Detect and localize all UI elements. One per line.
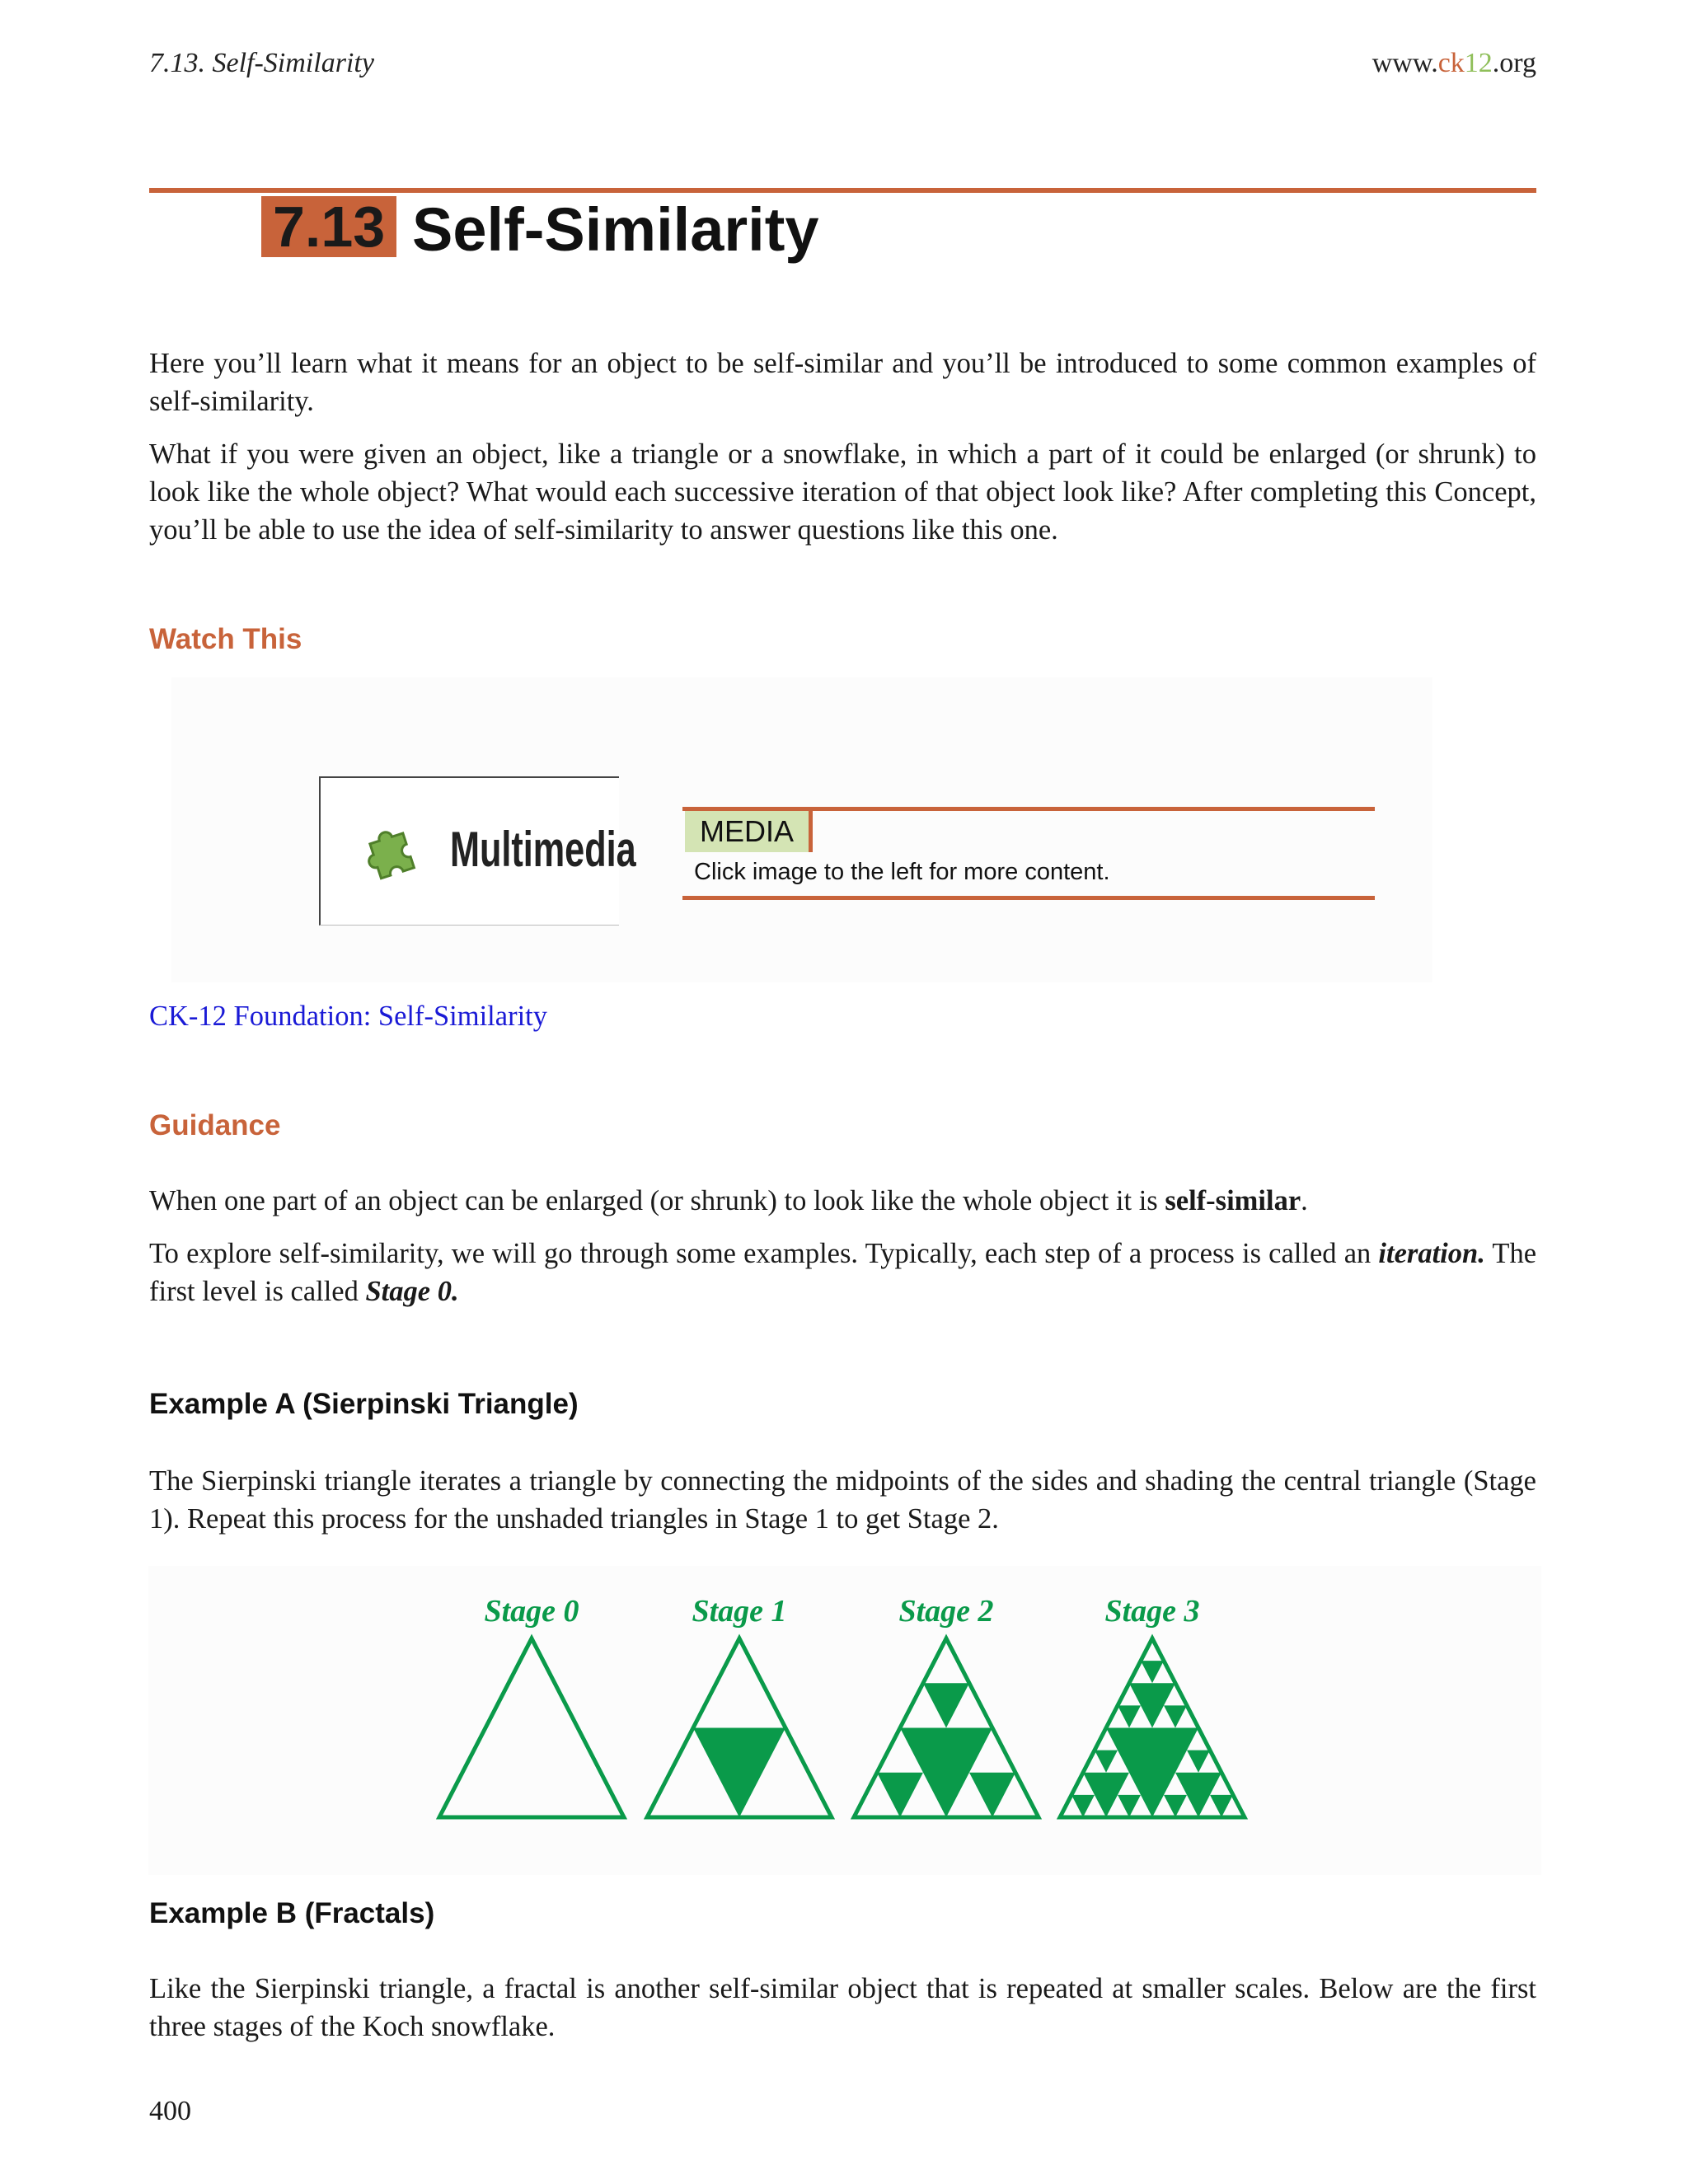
stage-2-triangle	[854, 1638, 1039, 1817]
term-self-similar: self-similar	[1165, 1185, 1301, 1216]
sierpinski-figure	[148, 1566, 1541, 1875]
shaded-triangle	[1210, 1795, 1233, 1817]
video-link[interactable]: CK-12 Foundation: Self-Similarity	[149, 1001, 547, 1032]
intro-paragraph-2: What if you were given an object, like a triangle or a snowflake, in which a part of it could be enlarged (or shrunk) to look like the whole object? What would each successive iteration of that object look like? After completing this Concept, you’ll be able to use the idea of self-similarity to answer questions like this one.	[149, 438, 1536, 546]
guidance-paragraph-2	[149, 1235, 1536, 1310]
guidance-p2-mid: The first level is called	[149, 1238, 1537, 1307]
example-a-heading: Example A (Sierpinski Triangle)	[149, 1388, 579, 1420]
shaded-triangle	[693, 1728, 785, 1818]
shaded-triangle	[1164, 1795, 1187, 1817]
shaded-triangle	[1071, 1795, 1095, 1817]
multimedia-thumbnail[interactable]	[319, 776, 636, 926]
shaded-triangle	[969, 1773, 1015, 1817]
shaded-triangle	[1141, 1661, 1164, 1683]
page-number: 400	[149, 2096, 191, 2126]
shaded-triangle	[1095, 1750, 1118, 1773]
stage-0-label: Stage 0	[484, 1594, 579, 1629]
chapter-number: 7.13	[261, 196, 396, 257]
outline-triangle	[439, 1638, 624, 1817]
watch-this-heading: Watch This	[149, 623, 302, 655]
media-note: Click image to the left for more content.	[694, 859, 1110, 885]
running-header-title: 7.13. Self-Similarity	[149, 48, 374, 78]
guidance-p1-end: .	[1301, 1185, 1308, 1216]
chapter-rule	[149, 188, 1536, 193]
chapter-title: Self-Similarity	[412, 195, 819, 264]
example-b-text: Like the Sierpinski triangle, a fractal is another self-similar object that is repeated at smaller scales. Below are the first three stages of the Koch snowflake.	[149, 1973, 1536, 2042]
sierpinski-stages-svg	[148, 1566, 1541, 1875]
shaded-triangle	[877, 1773, 923, 1817]
shaded-triangle	[923, 1683, 969, 1727]
guidance-paragraph-1	[149, 1182, 1536, 1220]
term-stage-0: Stage 0.	[365, 1276, 459, 1307]
guidance-heading: Guidance	[149, 1109, 281, 1141]
running-header-site[interactable]	[1372, 48, 1536, 79]
stage-1-triangle	[647, 1638, 832, 1817]
guidance-p2-text: To explore self-similarity, we will go through some examples. Typically, each step of a process is called an	[149, 1238, 1379, 1269]
term-iteration: iteration.	[1378, 1238, 1485, 1269]
site-12: 12	[1464, 48, 1493, 78]
shaded-triangle	[1187, 1750, 1210, 1773]
multimedia-label: Multimedia	[450, 822, 636, 877]
media-tag: MEDIA	[685, 811, 813, 852]
media-rule-bottom	[682, 896, 1375, 900]
shaded-triangle	[1118, 1795, 1141, 1817]
shaded-triangle	[1118, 1705, 1141, 1727]
shaded-triangle	[1164, 1705, 1187, 1727]
example-a-text: The Sierpinski triangle iterates a triangle by connecting the midpoints of the sides and shading the central triangle (Stage 1). Repeat this process for the unshaded triangles in Stage 1 to get Stage 2.	[149, 1465, 1536, 1535]
stage-3-label: Stage 3	[1104, 1594, 1200, 1629]
stage-1-label: Stage 1	[692, 1594, 787, 1629]
stage-2-label: Stage 2	[898, 1594, 994, 1629]
site-ck: ck	[1437, 48, 1465, 78]
site-prefix: www.	[1372, 48, 1438, 78]
site-suffix: .org	[1492, 48, 1536, 78]
guidance-p1-text: When one part of an object can be enlarged (or shrunk) to look like the whole object it is	[149, 1185, 1165, 1216]
stage-0-triangle	[439, 1638, 624, 1817]
puzzle-piece-icon	[362, 821, 423, 882]
stage-3-triangle	[1060, 1638, 1245, 1817]
example-b-heading: Example B (Fractals)	[149, 1897, 435, 1929]
intro-paragraph-1: Here you’ll learn what it means for an object to be self-similar and you’ll be introduced to some common examples of self-similarity.	[149, 348, 1536, 417]
